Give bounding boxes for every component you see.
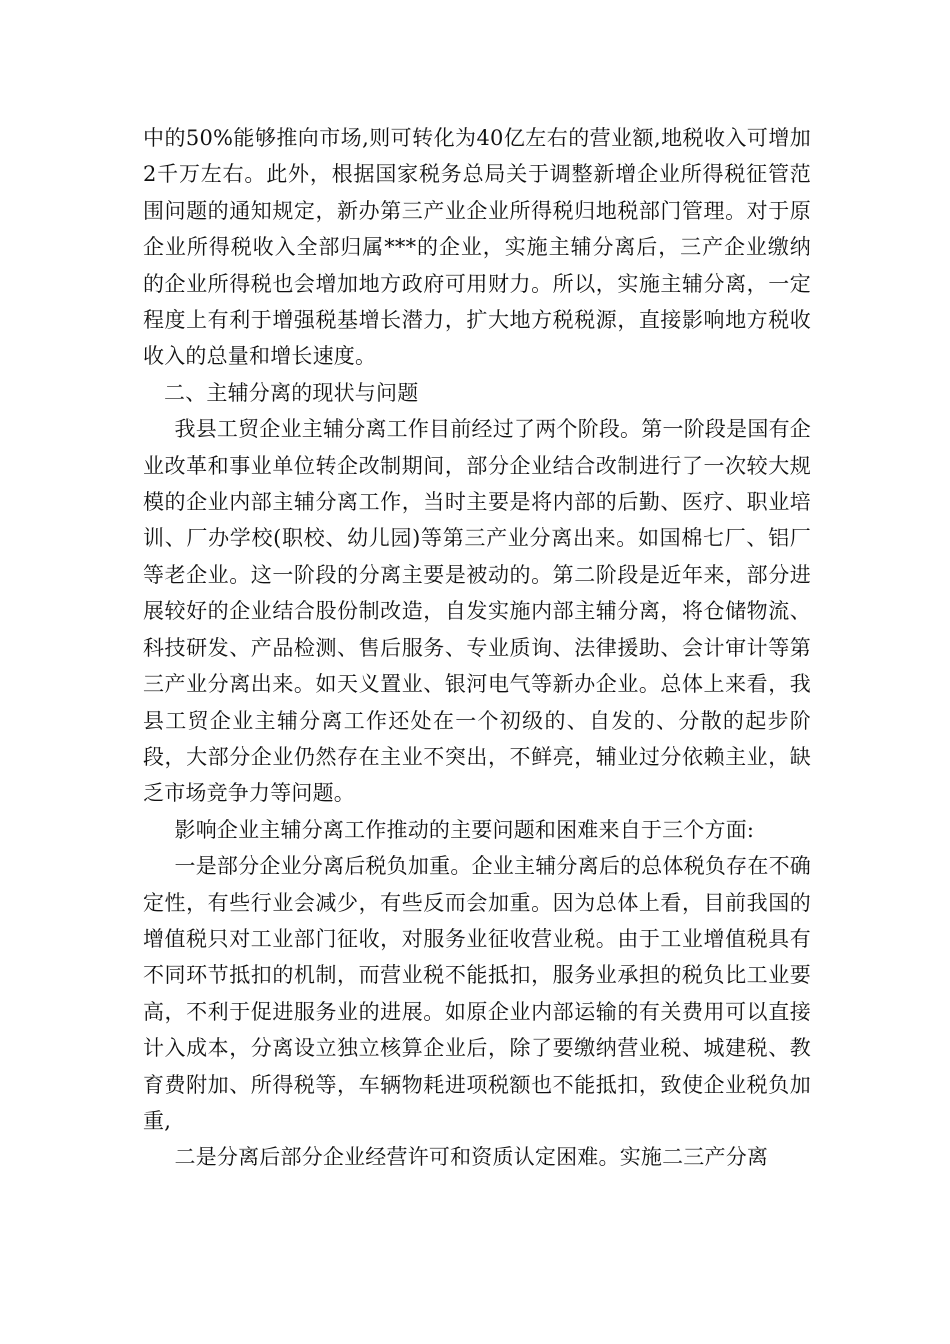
paragraph-three-aspects-intro: 影响企业主辅分离工作推动的主要问题和困难来自于三个方面: bbox=[174, 817, 755, 842]
document-page bbox=[143, 120, 811, 1176]
paragraph-two-stages: 我县工贸企业主辅分离工作目前经过了两个阶段。第一阶段是国有企业改革和事业单位转企改制期间，部分企业结合改制进行了一次较大规模的企业内部主辅分离工作，当时主要是将内部的后勤、医疗、职业培训、厂办学校(职校、幼儿园)等第三产业分离出来。如国棉七厂、铝厂等老企业。这一阶段的分离主要是被动的。第二阶段是近年来，部分进展较好的企业结合股份制改造，自发实施内部主辅分离，将仓储物流、科技研发、产品检测、售后服务、专业质询、法律援助、会计审计等第三产业分离出来。如天义置业、银河电气等新办企业。总体上来看，我县工贸企业主辅分离工作还处在一个初级的、自发的、分散的起步阶段，大部分企业仍然存在主业不突出，不鲜亮，辅业过分依赖主业，缺乏市场竞争力等问题。 bbox=[143, 417, 811, 806]
paragraph-tax-revenue: 中的50%能够推向市场,则可转化为40亿左右的营业额,地税收入可增加2千万左右。此外，根据国家税务总局关于调整新增企业所得税征管范围问题的通知规定，新办第三产业企业所得税归地税部门管理。对于原企业所得税收入全部归属***的企业，实施主辅分离后，三产企业缴纳的企业所得税也会增加地方政府可用财力。所以，实施主辅分离，一定程度上有利于增强税基增长潜力，扩大地方税税源，直接影响地方税收收入的总量和增长速度。 bbox=[143, 126, 811, 369]
section-heading-status-and-problems: 二、主辅分离的现状与问题 bbox=[164, 380, 419, 405]
paragraph-tax-burden: 一是部分企业分离后税负加重。企业主辅分离后的总体税负存在不确定性，有些行业会减少，有些反而会加重。因为总体上看，目前我国的增值税只对工业部门征收，对服务业征收营业税。由于工业增值税具有不同环节抵扣的机制，而营业税不能抵扣，服务业承担的税负比工业要高，不利于促进服务业的进展。如原企业内部运输的有关费用可以直接计入成本，分离设立独立核算企业后，除了要缴纳营业税、城建税、教育费附加、所得税等，车辆物耗进项税额也不能抵扣，致使企业税负加重, bbox=[143, 854, 811, 1133]
paragraph-licensing: 二是分离后部分企业经营许可和资质认定困难。实施二三产分离 bbox=[174, 1145, 769, 1170]
